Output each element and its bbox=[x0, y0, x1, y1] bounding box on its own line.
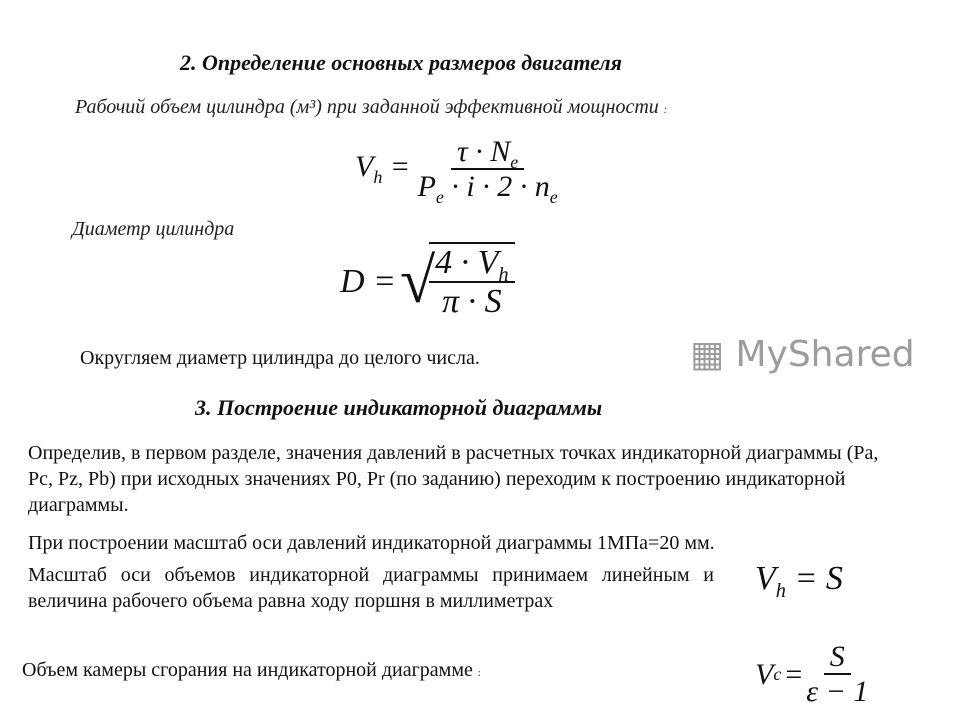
watermark-logo: ▦ MyShared bbox=[690, 334, 915, 375]
volume-label bbox=[75, 96, 667, 119]
f-sub: h bbox=[373, 166, 383, 187]
sqrt-icon: √ bbox=[400, 245, 436, 317]
d-num: 4 · V bbox=[435, 244, 499, 281]
formula-vh-s bbox=[755, 560, 843, 602]
vc-den: ε − 1 bbox=[806, 675, 869, 708]
formula-vc: V c = $\frac{S}{\varepsilon - 1}$ bbox=[755, 640, 869, 708]
d-num-sub: h bbox=[498, 263, 509, 286]
f-lhs: V bbox=[355, 149, 374, 183]
para2: При построении масштаб оси давлений индикаторной диаграммы 1МПа=20 мм. bbox=[28, 532, 715, 554]
watermark-text: MyShared bbox=[735, 334, 915, 375]
formula-d bbox=[340, 242, 515, 321]
para4 bbox=[22, 657, 481, 687]
f-den: P bbox=[417, 170, 436, 203]
f-num-sub: e bbox=[510, 152, 519, 172]
volume-label-text: Рабочий объем цилиндра (м³) при заданной эффективной мощности bbox=[75, 96, 659, 118]
d-lhs: D = bbox=[340, 262, 396, 300]
d-fraction bbox=[429, 242, 514, 321]
f-num: τ · N bbox=[457, 135, 511, 168]
f-den-sub2: e bbox=[549, 187, 558, 207]
f-den-sub: e bbox=[435, 187, 444, 207]
diameter-label: Диаметр цилиндра bbox=[72, 218, 235, 240]
fraction bbox=[417, 135, 558, 207]
vc-fraction bbox=[806, 640, 868, 708]
para3: Масштаб оси объемов индикаторной диаграммы принимаем линейным и величина рабочего объема равна ходу поршня в миллиметрах bbox=[28, 564, 714, 612]
volume-colon: : bbox=[663, 105, 668, 116]
para4-colon: : bbox=[477, 668, 481, 679]
para4-text: Объем камеры сгорания на индикаторной диаграмме bbox=[22, 659, 473, 681]
d-den: π · S bbox=[442, 283, 502, 321]
vhs-rhs: = S bbox=[794, 560, 843, 597]
section2-title: 2. Определение основных размеров двигателя bbox=[180, 50, 622, 75]
vc-lhs: V bbox=[755, 657, 774, 691]
formula-vh: $V_h$ = $\frac{\tau \cdot N_e}{P_e \cdot i \cdot 2 \cdot n_e}$ bbox=[355, 135, 558, 207]
vhs-lhs: V bbox=[755, 560, 776, 597]
para1: Определив, в первом разделе, значения давлений в расчетных точках индикаторной диаграммы (Pa, Pc, Pz, Pb) при исходных значениях P0, Pr (по заданию) переходим к построению индикаторной диаграммы. bbox=[28, 442, 879, 516]
rounding-text: Округляем диаметр цилиндра до целого числа. bbox=[80, 347, 480, 369]
vc-num: S bbox=[824, 640, 851, 675]
vhs-sub: h bbox=[775, 579, 786, 602]
section3-title: 3. Построение индикаторной диаграммы bbox=[195, 395, 603, 420]
f-den-rest: · i · 2 · n bbox=[443, 170, 550, 203]
